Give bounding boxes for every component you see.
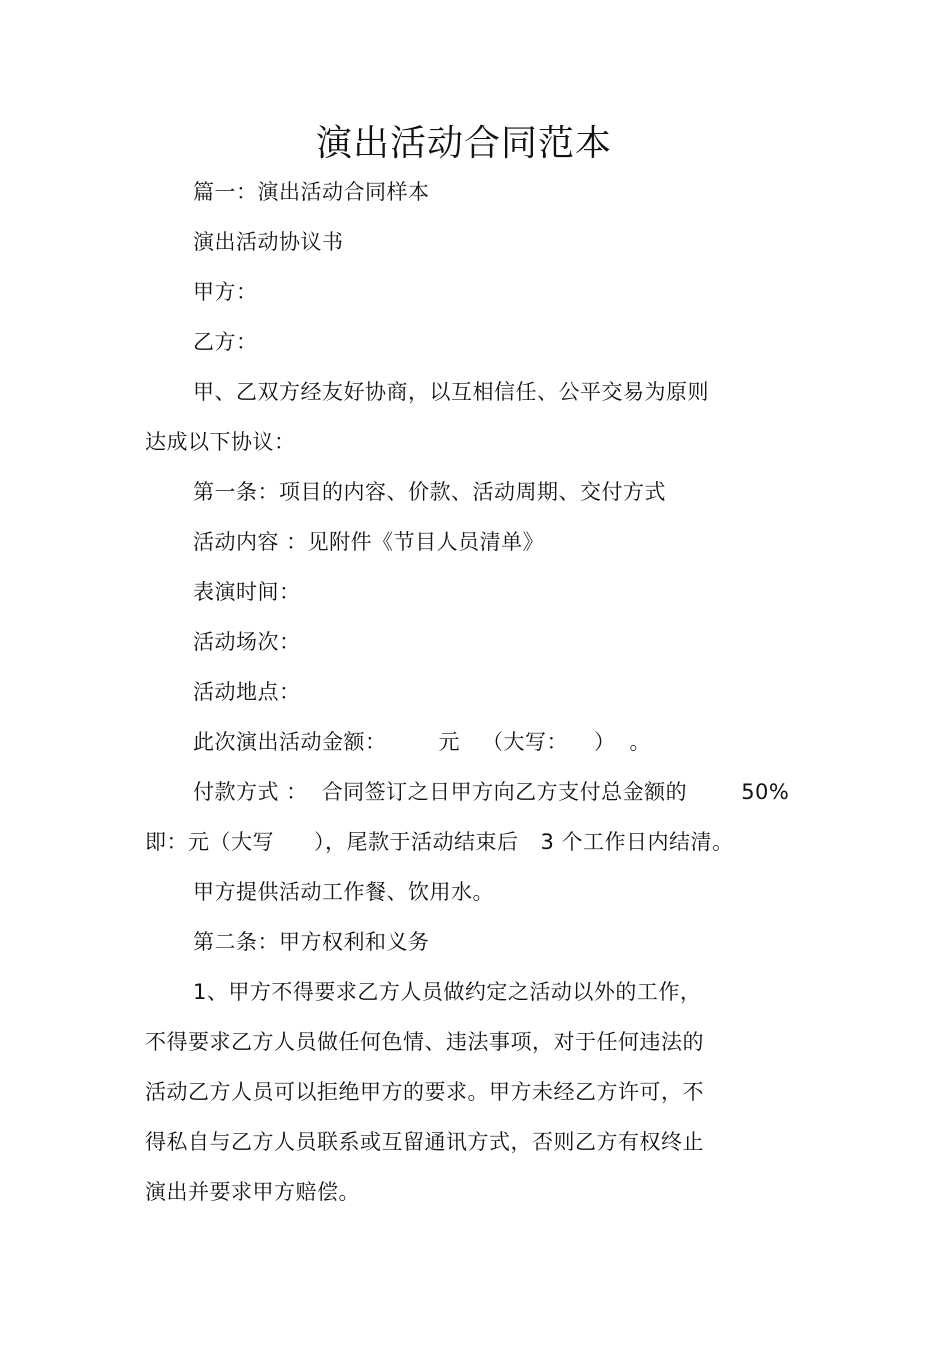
payment-method-line — [193, 777, 789, 807]
preamble-line: 甲、乙双方经友好协商，以互相信任、公平交易为原则 — [193, 380, 709, 404]
clause-line: 演出并要求甲方赔偿。 — [145, 1180, 360, 1204]
amount-line — [193, 727, 651, 757]
clause-line: 活动乙方人员可以拒绝甲方的要求。甲方未经乙方许可，不 — [145, 1080, 704, 1104]
section-heading: 篇一：演出活动合同样本 — [193, 180, 430, 204]
activity-sessions-label: 活动场次： — [193, 630, 301, 654]
meal-provision-line: 甲方提供活动工作餐、饮用水。 — [193, 880, 494, 904]
agreement-title: 演出活动协议书 — [193, 230, 344, 254]
payment-detail-part: 3 个工作日内结清。 — [540, 830, 734, 854]
article-one-heading: 第一条：项目的内容、价款、活动周期、交付方式 — [193, 480, 666, 504]
party-a-label: 甲方： — [193, 280, 258, 304]
activity-content-line: 活动内容 ：见附件《节目人员清单》 — [193, 530, 545, 554]
preamble-line: 达成以下协议： — [145, 430, 296, 454]
payment-detail-line — [145, 827, 734, 857]
amount-unit: 元 — [438, 730, 460, 754]
payment-method-text: 合同签订之日甲方向乙方支付总金额的 — [321, 780, 688, 804]
amount-capital-label: （大写： — [482, 730, 568, 754]
amount-label: 此次演出活动金额： — [193, 730, 387, 754]
amount-period: 。 — [629, 730, 651, 754]
clause-line: 1、甲方不得要求乙方人员做约定之活动以外的工作， — [193, 980, 702, 1004]
payment-detail-part: ），尾款于活动结束后 — [314, 830, 519, 854]
clause-line: 不得要求乙方人员做任何色情、违法事项，对于任何违法的 — [145, 1030, 704, 1054]
activity-location-label: 活动地点： — [193, 680, 301, 704]
article-two-heading: 第二条：甲方权利和义务 — [193, 930, 430, 954]
amount-capital-close: ） — [594, 730, 616, 754]
payment-detail-part: 即：元（大写 — [145, 830, 274, 854]
document-title: 演出活动合同范本 — [315, 123, 612, 164]
performance-time-label: 表演时间： — [193, 580, 301, 604]
payment-method-label: 付款方式 ： — [193, 780, 308, 804]
party-b-label: 乙方： — [193, 330, 258, 354]
clause-line: 得私自与乙方人员联系或互留通讯方式，否则乙方有权终止 — [145, 1130, 704, 1154]
payment-percent: 50% — [741, 780, 790, 804]
